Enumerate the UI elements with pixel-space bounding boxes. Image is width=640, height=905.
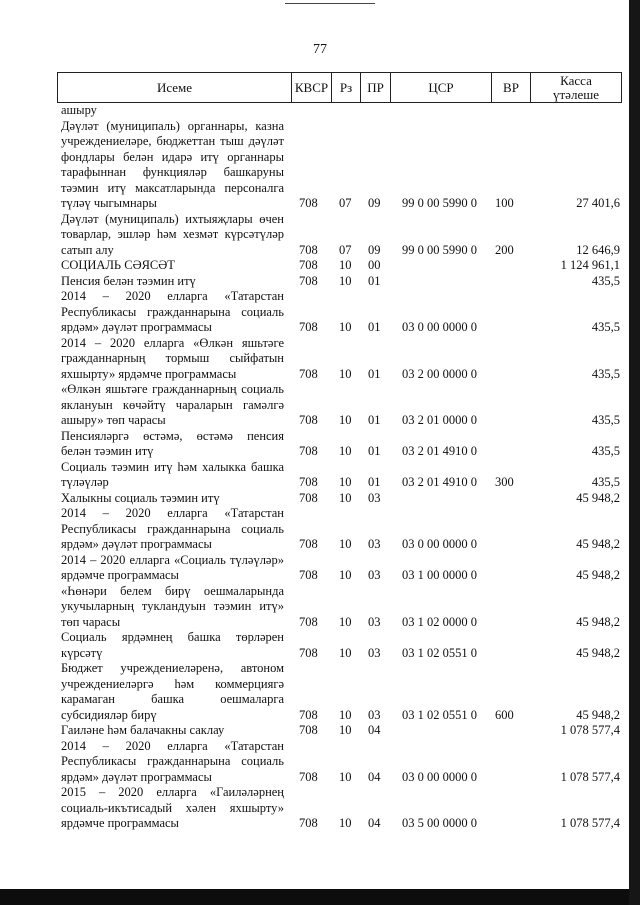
row-csr: 03 1 02 0000 0 <box>402 614 477 629</box>
row-name: Бюджет учреждениеләренә, автоном учреждениеләргә һәм коммерциягә карамаган башка оешмаларга субсидияләр бирү <box>61 661 284 722</box>
row-kvsr: 708 <box>299 242 318 257</box>
row-rz: 10 <box>339 707 352 722</box>
row-name: 2014 – 2020 елларга «Татарстан Республикасы гражданнарына социаль ярдәм» дәүләт программасы <box>61 289 284 334</box>
header-kvsr: КВСР <box>291 73 331 102</box>
row-kassa: 45 948,2 <box>576 614 620 629</box>
header-kassa <box>530 73 621 102</box>
row-csr: 99 0 00 5990 0 <box>402 196 477 210</box>
row-pr: 09 <box>368 196 381 210</box>
row-rz: 10 <box>339 366 352 381</box>
row-name: «Һөнәри белем бирү оешмаларында укучыларның тукландуын тәэмин итү» төп чарасы <box>61 583 284 629</box>
row-kassa: 45 948,2 <box>576 645 620 660</box>
table-row <box>57 491 622 507</box>
row-pr: 01 <box>368 366 381 381</box>
table-header <box>57 72 622 103</box>
row-name: Социаль тәэмин итү һәм халыкка башка түләүләр <box>61 459 284 489</box>
header-name: Исеме <box>156 79 193 95</box>
row-kvsr: 708 <box>299 413 318 427</box>
table-row <box>57 553 622 584</box>
row-rz: 10 <box>339 258 352 272</box>
row-kvsr: 708 <box>299 645 318 660</box>
table-row <box>57 739 622 786</box>
row-kvsr: 708 <box>299 537 318 551</box>
row-csr: 03 5 00 0000 0 <box>402 816 477 830</box>
scan-edge-right <box>629 0 640 905</box>
table-row <box>57 103 622 119</box>
table-body <box>57 103 622 832</box>
row-name: «Өлкән яшьтәге гражданнарның социаль яклануын көчәйтү чараларын гамәлгә ашыру» төп чарасы <box>61 382 284 427</box>
row-kvsr: 708 <box>299 320 318 334</box>
table-row <box>57 212 622 259</box>
row-kvsr: 708 <box>299 769 318 784</box>
row-name: Халыкны социаль тәэмин итү <box>61 490 220 505</box>
row-name: 2014 – 2020 елларга «Өлкән яшьтәге гражданнарның тормыш сыйфатын яхшырту» ярдәмче программасы <box>61 335 284 381</box>
row-csr: 03 1 02 0551 0 <box>402 645 477 660</box>
row-rz: 10 <box>339 413 352 427</box>
row-vr: 600 <box>495 707 514 722</box>
header-kassa-line1: Касса <box>560 72 592 88</box>
row-rz: 10 <box>339 444 352 458</box>
row-csr: 03 0 00 0000 0 <box>402 769 477 784</box>
row-kassa: 435,5 <box>591 273 620 288</box>
table-row <box>57 336 622 383</box>
row-pr: 01 <box>368 320 381 334</box>
row-kassa: 435,5 <box>591 475 620 489</box>
row-kassa: 1 078 577,4 <box>560 769 620 784</box>
row-pr: 03 <box>368 645 381 660</box>
scan-edge-bottom <box>0 889 640 905</box>
table-row <box>57 630 622 661</box>
row-kvsr: 708 <box>299 475 318 489</box>
top-rule <box>285 3 375 4</box>
row-rz: 10 <box>339 568 352 582</box>
row-rz: 10 <box>339 614 352 629</box>
table-row <box>57 429 622 460</box>
row-kassa: 435,5 <box>591 366 620 381</box>
table-row <box>57 506 622 553</box>
row-csr: 03 2 01 0000 0 <box>402 413 477 427</box>
row-kassa: 45 948,2 <box>576 707 620 722</box>
row-pr: 09 <box>368 242 381 257</box>
row-vr: 200 <box>495 242 514 257</box>
row-name: Гаиләне һәм балачакны саклау <box>61 723 225 737</box>
row-name: 2014 – 2020 елларга «Татарстан Республикасы гражданнарына социаль ярдәм» дәүләт программасы <box>61 506 284 551</box>
row-rz: 10 <box>339 769 352 784</box>
row-kvsr: 708 <box>299 273 318 288</box>
row-kassa: 435,5 <box>591 413 620 427</box>
row-rz: 10 <box>339 816 352 830</box>
row-vr: 300 <box>495 475 514 489</box>
table-row <box>57 289 622 336</box>
table-row <box>57 661 622 723</box>
row-kassa: 12 646,9 <box>576 242 620 257</box>
row-kassa: 435,5 <box>591 444 620 458</box>
row-rz: 07 <box>339 242 352 257</box>
row-kassa: 27 401,6 <box>576 196 620 210</box>
row-pr: 03 <box>368 614 381 629</box>
row-pr: 01 <box>368 273 381 288</box>
table-row <box>57 119 622 212</box>
row-kvsr: 708 <box>299 366 318 381</box>
row-name: 2015 – 2020 елларга «Гаиләләрнең социаль-икътисадый хәлен яхшырту» ярдәмче программасы <box>61 785 284 830</box>
row-pr: 00 <box>368 258 381 272</box>
row-rz: 10 <box>339 320 352 334</box>
row-pr: 01 <box>368 475 381 489</box>
row-name: Дәүләт (муниципаль) органнары, казна учреждениеләре, бюджеттан тыш дәүләт фондлары белән идарә итү органнары тарафыннан функцияләр башкаруны тәэмин итү максатларында персоналга түләү чыгымнары <box>61 118 284 210</box>
row-csr: 03 2 00 0000 0 <box>402 366 477 381</box>
row-rz: 07 <box>339 196 352 210</box>
row-pr: 04 <box>368 723 381 737</box>
row-kvsr: 708 <box>299 490 318 505</box>
row-name: СОЦИАЛЬ СӘЯСӘТ <box>61 258 175 272</box>
row-rz: 10 <box>339 537 352 551</box>
row-csr: 03 0 00 0000 0 <box>402 320 477 334</box>
row-kvsr: 708 <box>299 258 318 272</box>
row-kvsr: 708 <box>299 723 318 737</box>
row-kassa: 1 078 577,4 <box>560 723 620 737</box>
row-csr: 03 1 02 0551 0 <box>402 707 477 722</box>
row-pr: 01 <box>368 444 381 458</box>
row-csr: 03 2 01 4910 0 <box>402 444 477 458</box>
row-rz: 10 <box>339 723 352 737</box>
table-row <box>57 258 622 274</box>
table-row <box>57 584 622 631</box>
row-csr: 99 0 00 5990 0 <box>402 242 477 257</box>
page-number: 77 <box>313 42 327 57</box>
row-kassa: 45 948,2 <box>576 568 620 582</box>
row-pr: 03 <box>368 537 381 551</box>
row-rz: 10 <box>339 490 352 505</box>
row-pr: 04 <box>368 769 381 784</box>
row-csr: 03 2 01 4910 0 <box>402 475 477 489</box>
row-name: 2014 – 2020 елларга «Социаль түләүләр» ярдәмче программасы <box>61 552 284 582</box>
row-pr: 04 <box>368 816 381 830</box>
row-kassa: 1 124 961,1 <box>560 258 620 272</box>
row-kvsr: 708 <box>299 614 318 629</box>
header-pr: ПР <box>360 73 390 102</box>
row-pr: 03 <box>368 707 381 722</box>
row-kassa: 45 948,2 <box>576 490 620 505</box>
row-rz: 10 <box>339 645 352 660</box>
row-kvsr: 708 <box>299 707 318 722</box>
row-pr: 03 <box>368 568 381 582</box>
row-pr: 01 <box>368 413 381 427</box>
row-name: Пенсия белән тәэмин итү <box>61 273 196 288</box>
header-vr: ВР <box>491 73 530 102</box>
row-name: Социаль ярдәмнең башка төрләрен күрсәтү <box>61 630 284 660</box>
row-kassa: 435,5 <box>591 320 620 334</box>
row-csr: 03 0 00 0000 0 <box>402 537 477 551</box>
row-kvsr: 708 <box>299 444 318 458</box>
row-name: 2014 – 2020 елларга «Татарстан Республикасы гражданнарына социаль ярдәм» дәүләт программасы <box>61 738 284 784</box>
row-kvsr: 708 <box>299 816 318 830</box>
header-kassa-line2: үтәлеше <box>553 86 599 102</box>
row-name: Дәүләт (муниципаль) ихтыяҗлары өчен товарлар, эшләр һәм хезмәт күрсәтүләр сатып алу <box>61 211 284 257</box>
row-kvsr: 708 <box>299 196 318 210</box>
table-row <box>57 723 622 739</box>
header-csr: ЦСР <box>390 73 491 102</box>
row-name: ашыру <box>61 103 97 117</box>
row-pr: 03 <box>368 490 381 505</box>
row-kvsr: 708 <box>299 568 318 582</box>
row-name: Пенсияләргә өстәмә, өстәмә пенсия белән тәэмин итү <box>61 428 284 458</box>
row-kassa: 1 078 577,4 <box>560 816 620 830</box>
row-rz: 10 <box>339 475 352 489</box>
table-row <box>57 382 622 429</box>
row-csr: 03 1 00 0000 0 <box>402 568 477 582</box>
row-rz: 10 <box>339 273 352 288</box>
table-row <box>57 785 622 832</box>
row-kassa: 45 948,2 <box>576 537 620 551</box>
table-row <box>57 274 622 290</box>
table-row <box>57 460 622 491</box>
header-rz: Рз <box>331 73 360 102</box>
row-vr: 100 <box>495 196 514 210</box>
